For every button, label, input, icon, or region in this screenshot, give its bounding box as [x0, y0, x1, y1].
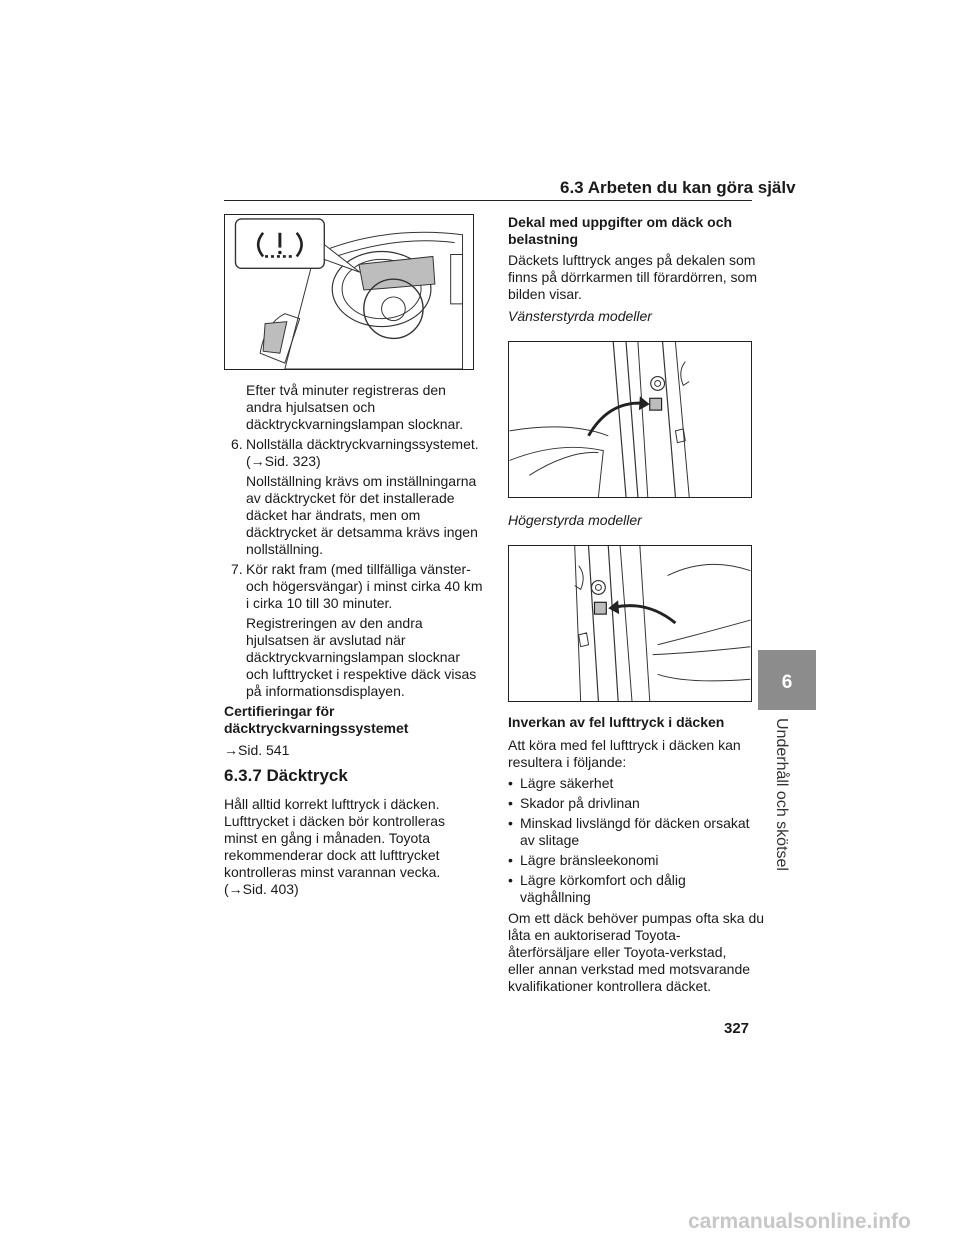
decal-heading-2: belastning: [508, 231, 579, 247]
rhd-caption: Högerstyrda modeller: [508, 512, 642, 528]
section-body-5: kontrolleras minst varannan vecka.: [224, 864, 441, 880]
step7-note-1: Registreringen av den andra: [246, 615, 423, 631]
lhd-door-illustration: [509, 342, 751, 497]
bullet-5-line-1: Lägre körkomfort och dålig: [520, 872, 686, 888]
step7-note-2: hjulsatsen är avslutad när: [246, 632, 406, 648]
closing-5: kvalifikationer kontrollera däcket.: [508, 978, 712, 994]
watermark: carmanualsonline.info: [688, 1210, 911, 1233]
cert-heading-2: däcktryckvarningssystemet: [224, 720, 409, 736]
step6-note-4: däcktrycket är detsamma krävs ingen: [246, 524, 478, 540]
rhd-door-illustration: [509, 546, 751, 701]
bullet-3-line-1: Minskad livslängd för däcken orsakat: [520, 815, 750, 831]
step7-note-3: däcktryckvarningslampan slocknar: [246, 649, 460, 665]
section-body-2: Lufttrycket i däcken bör kontrolleras: [224, 813, 445, 829]
bullet-2: Skador på drivlinan: [520, 795, 640, 811]
step5-line-1: Efter två minuter registreras den: [246, 382, 446, 398]
page-number: 327: [724, 1020, 750, 1037]
closing-1: Om ett däck behöver pumpas ofta ska du: [508, 910, 765, 926]
step7-line-3: i cirka 10 till 30 minuter.: [246, 595, 393, 611]
bullet-4: Lägre bränsleekonomi: [520, 852, 659, 868]
bullet-5-line-2: väghållning: [520, 889, 591, 905]
rhd-door-frame-figure: [508, 545, 752, 702]
chapter-tab: [758, 650, 816, 710]
bullet-1: Lägre säkerhet: [520, 775, 614, 791]
step7-line-2: och högersvängar) i minst cirka 40 km: [246, 578, 483, 594]
cert-reference-link[interactable]: →Sid. 541: [224, 742, 290, 758]
step5-line-3: däcktryckvarningslampan slocknar.: [246, 416, 464, 432]
lhd-door-frame-figure: [508, 341, 752, 498]
section-heading: 6.3.7 Däcktryck: [224, 766, 348, 785]
step7-note-4: och lufttrycket i respektive däck visas: [246, 666, 477, 682]
step7-line-1: Kör rakt fram (med tillfälliga vänster-: [246, 561, 471, 577]
cert-heading-1: Certifieringar för: [224, 703, 335, 719]
decal-body-3: bilden visar.: [508, 286, 582, 302]
bullet-3-line-2: av slitage: [520, 832, 580, 848]
dashboard-warning-figure: [224, 214, 474, 370]
step6-note-5: nollställning.: [246, 541, 324, 557]
chapter-number: 6: [781, 672, 793, 693]
step6-note-2: av däcktrycket för det installerade: [246, 490, 455, 506]
bullet-marker: •: [508, 852, 513, 868]
step7-number: 7.: [231, 561, 243, 577]
bullet-marker: •: [508, 872, 513, 888]
closing-2: låta en auktoriserad Toyota-: [508, 927, 681, 943]
effect-intro-2: resultera i följande:: [508, 754, 627, 770]
effect-heading: Inverkan av fel lufttryck i däcken: [508, 714, 725, 730]
header-rule: [224, 200, 752, 201]
decal-body-2: finns på dörrkarmen till förardörren, som: [508, 269, 757, 285]
step6-note-3: däcket har ändrats, men om: [246, 507, 421, 523]
step6-number: 6.: [231, 436, 243, 452]
closing-3: återförsäljare eller Toyota-verkstad,: [508, 944, 727, 960]
decal-heading-1: Dekal med uppgifter om däck och: [508, 214, 733, 230]
decal-body-1: Däckets lufttryck anges på dekalen som: [508, 252, 756, 268]
chapter-label: Underhåll och skötsel: [773, 718, 790, 871]
effect-intro-1: Att köra med fel lufttryck i däcken kan: [508, 737, 741, 753]
step6-line-1: Nollställa däcktryckvarningssystemet.: [246, 436, 479, 452]
dashboard-illustration: [225, 215, 473, 369]
step6-line-2: (→Sid. 323): [246, 453, 321, 469]
section-header: 6.3 Arbeten du kan göra själv: [560, 178, 796, 197]
closing-4: eller annan verkstad med motsvarande: [508, 961, 751, 977]
section-body-6: (→Sid. 403): [224, 881, 299, 897]
step7-note-5: på informationsdisplayen.: [246, 683, 405, 699]
bullet-marker: •: [508, 795, 513, 811]
section-body-4: rekommenderar dock att lufttrycket: [224, 847, 440, 863]
bullet-marker: •: [508, 775, 513, 791]
step6-note-1: Nollställning krävs om inställningarna: [246, 473, 477, 489]
section-body-1: Håll alltid korrekt lufttryck i däcken.: [224, 796, 440, 812]
step5-line-2: andra hjulsatsen och: [246, 399, 376, 415]
section-body-3: minst en gång i månaden. Toyota: [224, 830, 430, 846]
bullet-marker: •: [508, 815, 513, 831]
lhd-caption: Vänsterstyrda modeller: [508, 308, 652, 324]
